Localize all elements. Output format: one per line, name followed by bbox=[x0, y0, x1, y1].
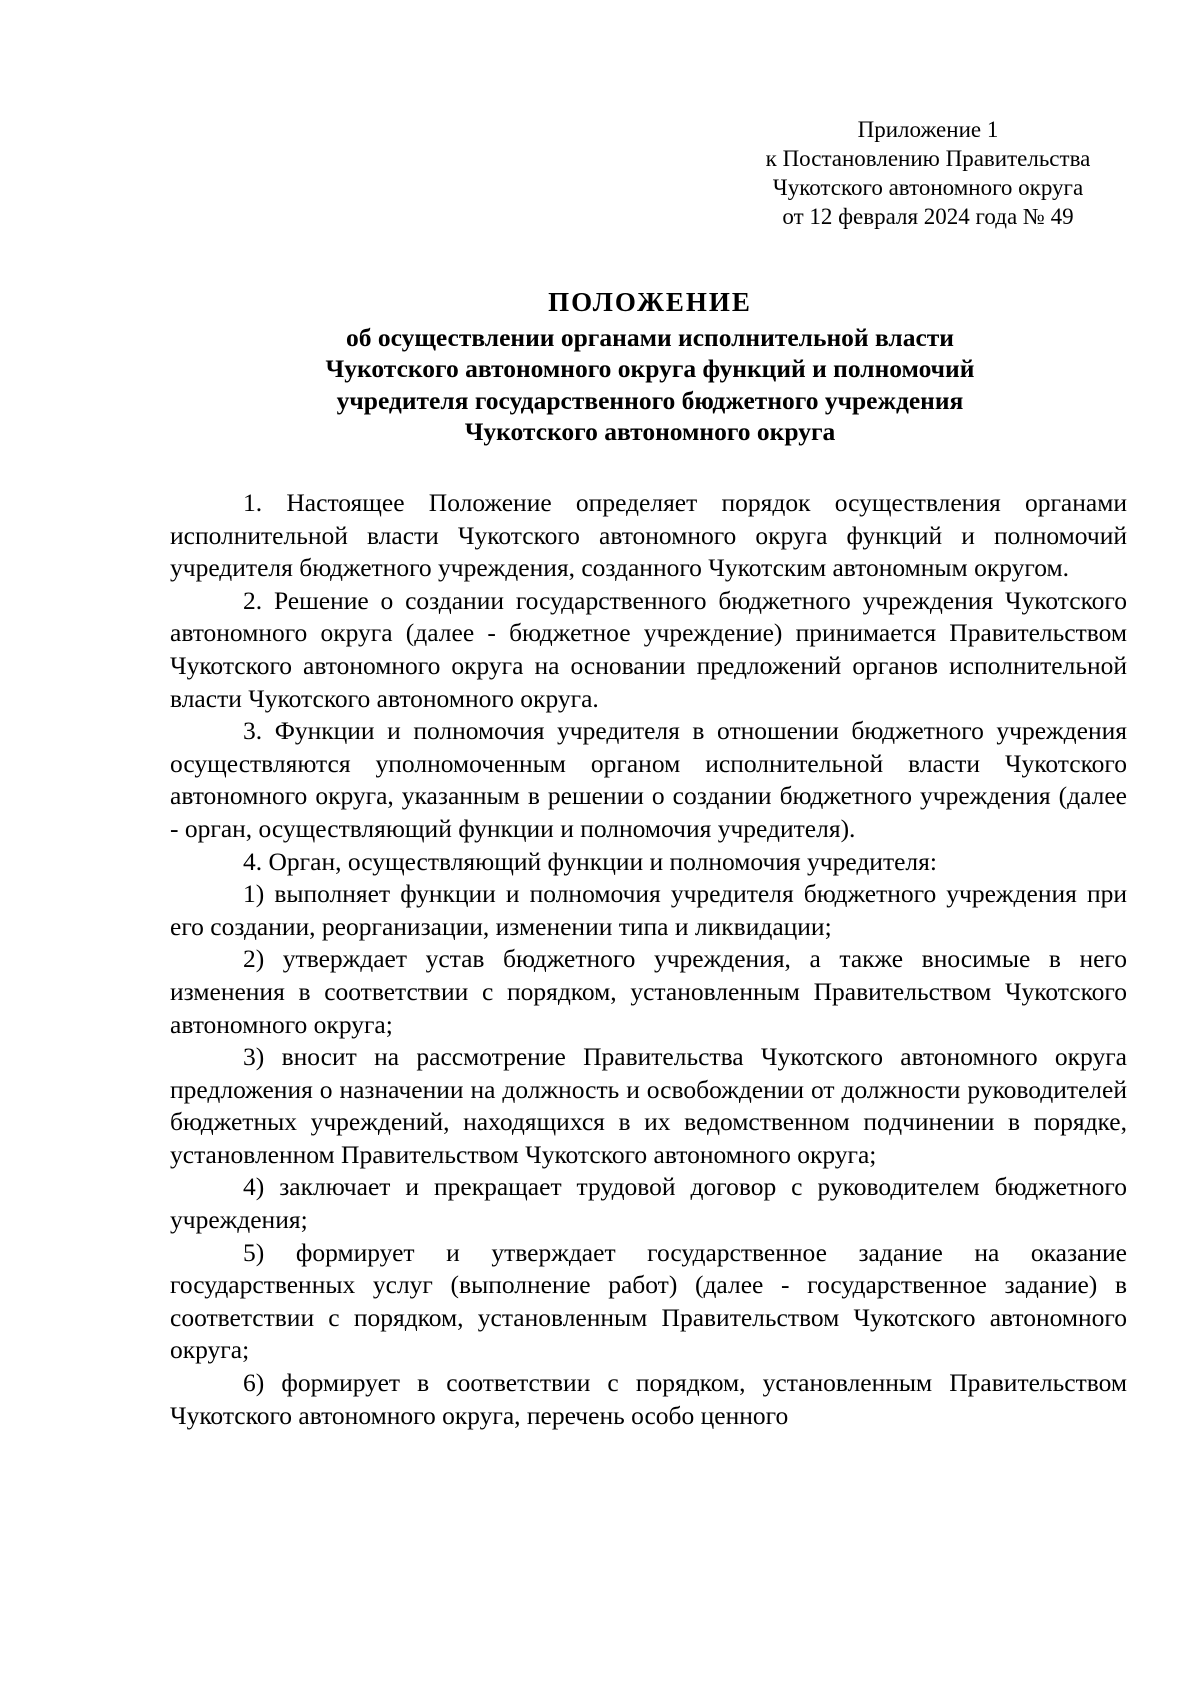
paragraph-2: 2. Решение о создании государственного бюджетного учреждения Чукотского автономного округа (далее - бюджетное учреждение) принимается Правительством Чукотского автономного округа на основании предложений органов исполнительной власти Чукотского автономного округа. bbox=[170, 585, 1127, 713]
title-line-2: Чукотского автономного округа функций и полномочий bbox=[325, 354, 975, 383]
appendix-line-1: Приложение 1 bbox=[857, 117, 999, 142]
title-line-1: об осуществлении органами исполнительной власти bbox=[346, 322, 954, 352]
title-main: ПОЛОЖЕНИЕ bbox=[548, 287, 752, 317]
appendix-header bbox=[708, 115, 1148, 231]
paragraph-4-5: 5) формирует и утверждает государственное задание на оказание государственных услуг (выполнение работ) (далее - государственное задание) в соответствии с порядком, установленным Правительством Чукотского автономного округа; bbox=[170, 1237, 1127, 1365]
title-line-3: учредителя государственного бюджетного учреждения bbox=[336, 385, 964, 415]
paragraph-4: 4. Орган, осуществляющий функции и полномочия учредителя: bbox=[243, 846, 937, 876]
title-line-4: Чукотского автономного округа bbox=[464, 417, 836, 446]
paragraph-4-3: 3) вносит на рассмотрение Правительства Чукотского автономного округа предложения о назначении на должность и освобождении от должности руководителей бюджетных учреждений, находящихся в их ведомственном подчинении в порядке, установленном Правительством Чукотского автономного округа; bbox=[170, 1042, 1127, 1169]
paragraph-3: 3. Функции и полномочия учредителя в отношении бюджетного учреждения осуществляются уполномоченным органом исполнительной власти Чукотского автономного округа, указанным в решении о создании бюджетного учреждения (далее - орган, осуществляющий функции и полномочия учредителя). bbox=[170, 716, 1127, 843]
paragraph-1: 1. Настоящее Положение определяет порядок осуществления органами исполнительной власти Чукотского автономного округа функций и полномочий учредителя бюджетного учреждения, созданного Чукотским автономным округом. bbox=[170, 488, 1127, 583]
paragraph-4-2: 2) утверждает устав бюджетного учреждения, а также вносимые в него изменения в соответствии с порядком, установленным Правительством Чукотского автономного округа; bbox=[170, 944, 1127, 1039]
paragraph-4-4: 4) заключает и прекращает трудовой договор с руководителем бюджетного учреждения; bbox=[170, 1172, 1127, 1235]
document-title bbox=[170, 287, 1130, 448]
paragraph-4-6: 6) формирует в соответствии с порядком, установленным Правительством Чукотского автономного округа, перечень особо ценного bbox=[170, 1368, 1127, 1430]
appendix-line-3: Чукотского автономного округа bbox=[772, 175, 1084, 200]
paragraph-4-1: 1) выполняет функции и полномочия учредителя бюджетного учреждения при его создании, реорганизации, изменении типа и ликвидации; bbox=[170, 879, 1127, 941]
appendix-line-2: к Постановлению Правительства bbox=[765, 146, 1091, 171]
document-body bbox=[170, 487, 1127, 1432]
appendix-line-4: от 12 февраля 2024 года № 49 bbox=[782, 204, 1074, 229]
